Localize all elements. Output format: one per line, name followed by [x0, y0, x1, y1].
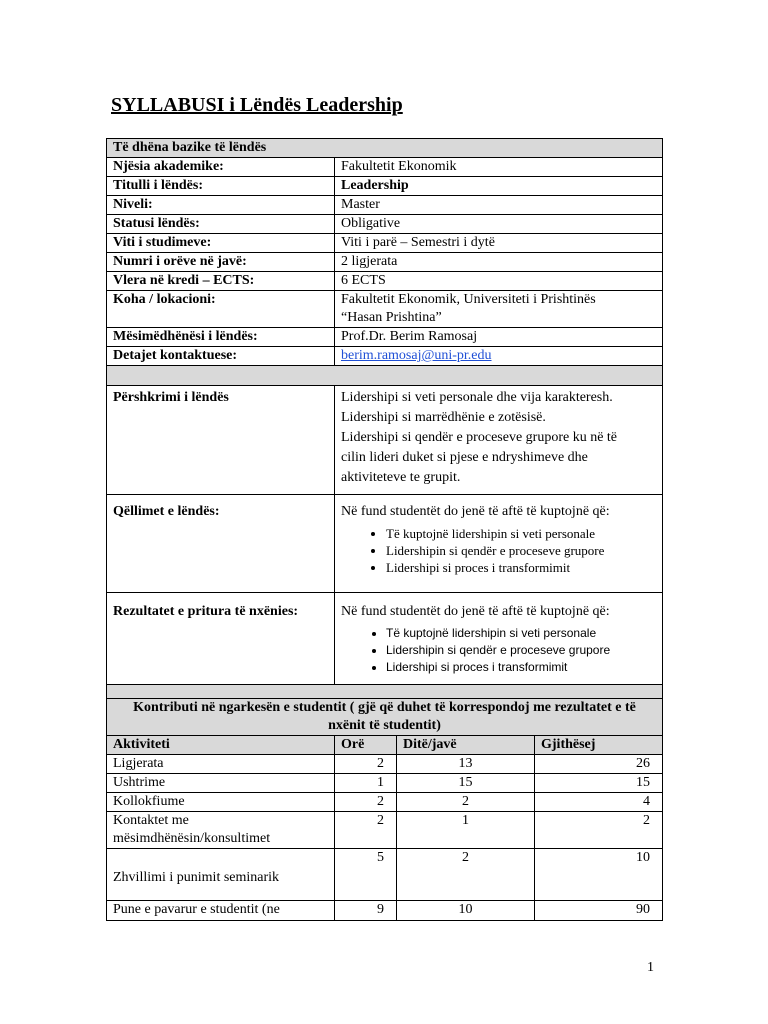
description-row — [107, 386, 663, 495]
row-label: Numri i orëve në javë: — [107, 253, 335, 272]
column-header: Aktiviteti — [107, 736, 335, 755]
results-content — [335, 593, 663, 695]
row-label: Viti i studimeve: — [107, 234, 335, 253]
location-line-1: Fakultetit Ekonomik, Universiteti i Prishtinës — [341, 292, 596, 307]
table-row — [107, 196, 663, 215]
activity-line-2: mësimdhënësin/konsultimet — [113, 831, 271, 846]
row-value: Leadership — [335, 177, 663, 196]
days-cell: 2 — [397, 849, 535, 901]
workload-title-line-2: nxënit të studentit) — [328, 718, 441, 733]
activity-cell: Zhvillimi i punimit seminarik — [107, 849, 335, 901]
hours-cell: 2 — [335, 812, 397, 849]
results-list — [341, 625, 656, 676]
goals-row — [107, 495, 663, 593]
row-label: Vlera në kredi – ECTS: — [107, 272, 335, 291]
days-cell: 2 — [397, 793, 535, 812]
description-line: Lidershipi si qendër e proceseve grupore ku në të — [341, 430, 618, 445]
activity-cell: Ushtrime — [107, 774, 335, 793]
description-line: cilin lideri duket si pjese e ndryshimeve dhe — [341, 450, 588, 465]
row-value — [335, 291, 663, 328]
goals-label: Qëllimet e lëndës: — [107, 495, 335, 593]
activity-cell: Pune e pavarur e studentit (ne — [107, 901, 335, 921]
table-row — [107, 812, 663, 849]
column-header: Ditë/javë — [397, 736, 535, 755]
table-row — [107, 793, 663, 812]
activity-line-1: Kontaktet me — [113, 813, 189, 828]
results-intro: Në fund studentët do jenë të aftë të kuptojnë që: — [341, 604, 610, 619]
results-label: Rezultatet e pritura të nxënies: — [107, 593, 335, 695]
table-row — [107, 215, 663, 234]
list-item: • Lidershipi si proces i transformimit — [386, 659, 656, 676]
row-value: Master — [335, 196, 663, 215]
table-row — [107, 774, 663, 793]
column-header: Orë — [335, 736, 397, 755]
days-cell: 10 — [397, 901, 535, 921]
row-value: 6 ECTS — [335, 272, 663, 291]
row-label: Njësia akademike: — [107, 158, 335, 177]
location-line-2: “Hasan Prishtina” — [341, 310, 442, 325]
row-label: Koha / lokacioni: — [107, 291, 335, 328]
workload-table — [106, 684, 663, 921]
row-label: Titulli i lëndës: — [107, 177, 335, 196]
table-row — [107, 272, 663, 291]
total-cell: 26 — [535, 755, 663, 774]
course-basic-info-table — [106, 138, 663, 695]
list-item: • Të kuptojnë lidershipin si veti personale — [386, 625, 656, 642]
contact-email-cell — [335, 347, 663, 366]
description-line: Lidershipi si veti personale dhe vija karakteresh. — [341, 390, 613, 405]
hours-cell: 2 — [335, 793, 397, 812]
table-row — [107, 177, 663, 196]
goals-list — [341, 525, 656, 576]
results-row — [107, 593, 663, 695]
table-row — [107, 901, 663, 921]
description-line: aktiviteteve te grupit. — [341, 470, 461, 485]
basic-info-header: Të dhëna bazike të lëndës — [107, 139, 663, 158]
total-cell: 2 — [535, 812, 663, 849]
table-row — [107, 347, 663, 366]
description-text — [335, 386, 663, 495]
days-cell: 13 — [397, 755, 535, 774]
contact-email-link[interactable]: berim.ramosaj@uni-pr.edu — [341, 348, 492, 363]
hours-cell: 2 — [335, 755, 397, 774]
list-item: • Të kuptojnë lidershipin si veti personale — [386, 525, 656, 542]
description-label: Përshkrimi i lëndës — [107, 386, 335, 495]
hours-cell: 1 — [335, 774, 397, 793]
description-line: Lidershipi si marrëdhënie e zotësisë. — [341, 410, 546, 425]
list-item: • Lidershipin si qendër e proceseve grupore — [386, 642, 656, 659]
days-cell: 15 — [397, 774, 535, 793]
activity-cell: Kollokfiume — [107, 793, 335, 812]
list-item: • Lidershipin si qendër e proceseve grupore — [386, 542, 656, 559]
goals-content — [335, 495, 663, 593]
table-row — [107, 291, 663, 328]
total-cell: 4 — [535, 793, 663, 812]
section-divider — [107, 685, 663, 699]
table-row — [107, 849, 663, 901]
column-header: Gjithësej — [535, 736, 663, 755]
activity-cell: Ligjerata — [107, 755, 335, 774]
total-cell: 10 — [535, 849, 663, 901]
table-row — [107, 755, 663, 774]
table-row — [107, 328, 663, 347]
row-label: Mësimëdhënësi i lëndës: — [107, 328, 335, 347]
row-value: Fakultetit Ekonomik — [335, 158, 663, 177]
row-label: Statusi lëndës: — [107, 215, 335, 234]
page-number: 1 — [647, 960, 654, 975]
row-label: Detajet kontaktuese: — [107, 347, 335, 366]
workload-title-line-1: Kontributi në ngarkesën e studentit ( gjë që duhet të korrespondoj me rezultatet e të — [133, 700, 636, 715]
table-row — [107, 234, 663, 253]
total-cell: 15 — [535, 774, 663, 793]
list-item: • Lidershipi si proces i transformimit — [386, 559, 656, 576]
row-value: Prof.Dr. Berim Ramosaj — [335, 328, 663, 347]
total-cell: 90 — [535, 901, 663, 921]
document-title: SYLLABUSI i Lëndës Leadership — [111, 94, 403, 116]
row-value: Obligative — [335, 215, 663, 234]
workload-header-row — [107, 736, 663, 755]
row-value: Viti i parë – Semestri i dytë — [335, 234, 663, 253]
days-cell: 1 — [397, 812, 535, 849]
row-label: Niveli: — [107, 196, 335, 215]
section-divider — [107, 366, 663, 386]
goals-intro: Në fund studentët do jenë të aftë të kuptojnë që: — [341, 504, 610, 519]
activity-cell — [107, 812, 335, 849]
hours-cell: 9 — [335, 901, 397, 921]
table-row — [107, 158, 663, 177]
workload-title — [107, 699, 663, 736]
row-value: 2 ligjerata — [335, 253, 663, 272]
table-row — [107, 253, 663, 272]
hours-cell: 5 — [335, 849, 397, 901]
